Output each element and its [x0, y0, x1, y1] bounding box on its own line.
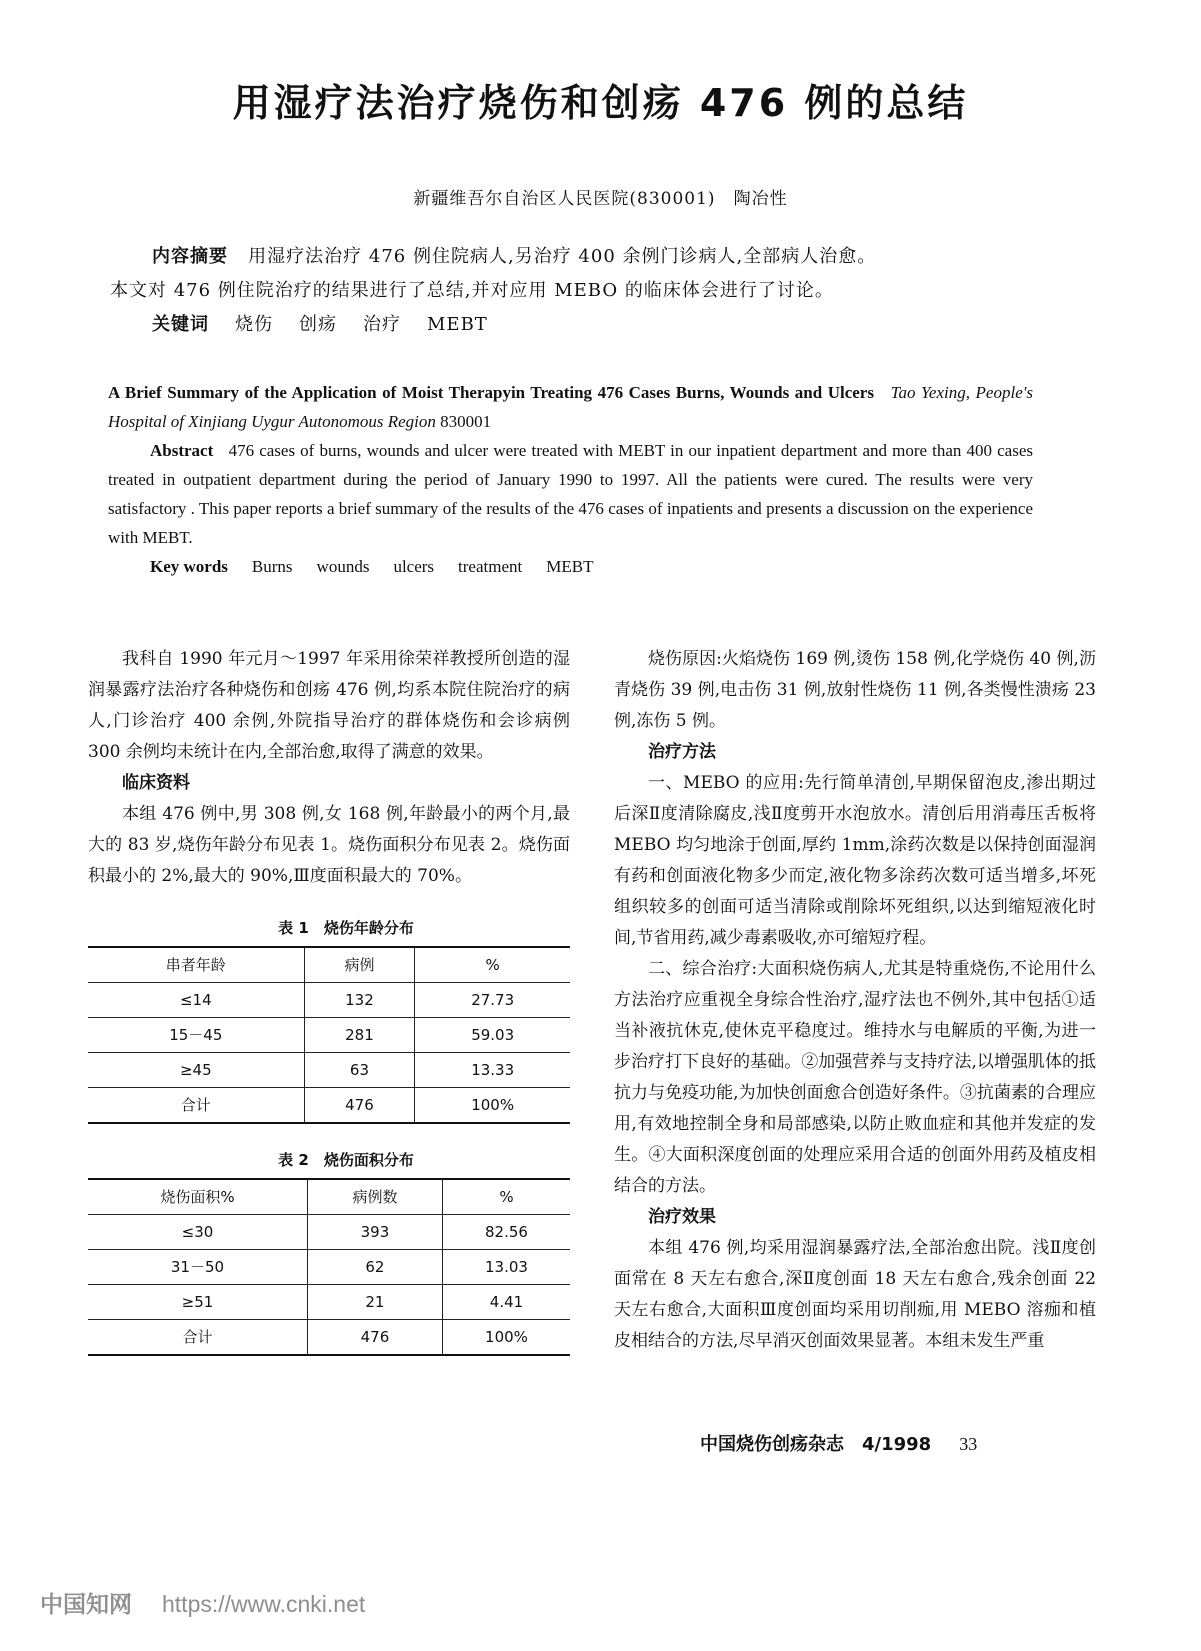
table-2-caption: 表 2 烧伤面积分布	[278, 1151, 414, 1169]
zh-abstract-text-1: 用湿疗法治疗 476 例住院病人,另治疗 400 余例门诊病人,全部病人治愈。	[248, 246, 877, 267]
table-header-row	[88, 1179, 570, 1215]
table-cell: ≥51	[88, 1285, 307, 1320]
en-abstract-body	[108, 436, 1033, 552]
table-cell: 63	[304, 1053, 415, 1088]
table-cell: 合计	[88, 1320, 307, 1356]
table-header-cell: 病例数	[307, 1179, 442, 1215]
combined-treatment-paragraph: 二、综合治疗:大面积烧伤病人,尤其是特重烧伤,不论用什么方法治疗应重视全身综合性治疗,湿疗法也不例外,其中包括①适当补液抗休克,使休克平稳度过。维持水与电解质的平衡,为进一步治疗打下良好的基础。②加强营养与支持疗法,以增强肌体的抵抗力与免疫功能,为加快创面愈合创造好条件。③抗菌素的合理应用,有效地控制全身和局部感染,以防止败血症和其他并发症的发生。④大面积深度创面的处理应采用合适的创面外用药及植皮相结合的方法。	[614, 959, 1096, 1196]
en-keywords-label: Key words	[150, 557, 228, 576]
section-heading-treatment-method: 治疗方法	[648, 742, 716, 762]
table-cell: 15－45	[88, 1018, 304, 1053]
en-keyword: wounds	[316, 557, 370, 576]
table-cell: 100%	[442, 1320, 570, 1356]
table-cell: 100%	[415, 1088, 570, 1124]
table-header-cell: 烧伤面积%	[88, 1179, 307, 1215]
cnki-watermark	[40, 1586, 365, 1619]
left-column	[88, 644, 570, 1356]
english-abstract	[108, 378, 1033, 581]
table-2-area-distribution	[88, 1178, 570, 1356]
table-cell: 62	[307, 1250, 442, 1285]
right-column	[614, 644, 1096, 1357]
chinese-abstract	[110, 240, 1030, 342]
zh-keyword: MEBT	[427, 314, 488, 335]
en-keyword: Burns	[251, 557, 293, 576]
cnki-url: https://www.cnki.net	[162, 1591, 366, 1617]
table-cell: 13.03	[442, 1250, 570, 1285]
journal-name: 中国烧伤创疡杂志 4/1998	[700, 1434, 932, 1455]
table-row	[88, 1018, 570, 1053]
table-header-cell: %	[415, 947, 570, 983]
zh-abstract-line-1	[110, 240, 1030, 274]
journal-footer	[700, 1430, 977, 1456]
clinical-data-paragraph: 本组 476 例中,男 308 例,女 168 例,年龄最小的两个月,最大的 83 岁,烧伤年龄分布见表 1。烧伤面积分布见表 2。烧伤面积最小的 2%,最大的 90%,Ⅲ度面积最大的 70%。	[88, 804, 570, 886]
intro-paragraph: 我科自 1990 年元月～1997 年采用徐荣祥教授所创造的湿润暴露疗法治疗各种烧伤和创疡 476 例,均系本院住院治疗的病人,门诊治疗 400 余例,外院指导治疗的群体烧伤和会诊病例 300 余例均未统计在内,全部治愈,取得了满意的效果。	[88, 649, 570, 762]
table-cell: 21	[307, 1285, 442, 1320]
table-row	[88, 1250, 570, 1285]
mebo-application-paragraph: 一、MEBO 的应用:先行简单清创,早期保留泡皮,渗出期过后深Ⅱ度清除腐皮,浅Ⅱ度剪开水泡放水。清创后用消毒压舌板将 MEBO 均匀地涂于创面,厚约 1mm,涂药次数是以保持创面湿润有药和创面液化物多少而定,液化物多涂药次数可适当增多,坏死组织较多的创面可适当清除或削除坏死组织,以达到缩短液化时间,节省用药,减少毒素吸收,亦可缩短疗程。	[614, 773, 1096, 948]
author-affiliation: 新疆维吾尔自治区人民医院(830001) 陶冶性	[413, 189, 788, 209]
table-cell: 281	[304, 1018, 415, 1053]
en-title: A Brief Summary of the Application of Moist Therapyin Treating 476 Cases Burns, Wounds and Ulcers	[108, 383, 874, 402]
article-title: 用湿疗法治疗烧伤和创疡 476 例的总结	[232, 81, 969, 125]
zh-abstract-text-2: 本文对 476 例住院治疗的结果进行了总结,并对应用 MEBO 的临床体会进行了讨论。	[110, 280, 834, 301]
table-row	[88, 1215, 570, 1250]
en-postcode: 830001	[440, 412, 492, 431]
zh-keyword: 烧伤	[235, 314, 273, 335]
burn-causes-paragraph: 烧伤原因:火焰烧伤 169 例,烫伤 158 例,化学烧伤 40 例,沥青烧伤 39 例,电击伤 31 例,放射性烧伤 11 例,各类慢性溃疡 23 例,冻伤 5 例。	[614, 649, 1096, 731]
cnki-logo: 中国知网	[40, 1591, 132, 1617]
zh-keywords	[110, 308, 1030, 342]
table-cell: ≤30	[88, 1215, 307, 1250]
table-header-cell: 病例	[304, 947, 415, 983]
table-1-caption: 表 1 烧伤年龄分布	[278, 919, 414, 937]
table-cell: 132	[304, 983, 415, 1018]
en-abstract-label: Abstract	[150, 441, 214, 460]
section-heading-clinical-data: 临床资料	[122, 773, 190, 793]
table-cell: 476	[304, 1088, 415, 1124]
table-cell: 27.73	[415, 983, 570, 1018]
page-number: 33	[959, 1434, 978, 1454]
table-cell: 4.41	[442, 1285, 570, 1320]
table-cell: ≥45	[88, 1053, 304, 1088]
table-row	[88, 1285, 570, 1320]
table-1-age-distribution	[88, 946, 570, 1124]
table-cell: 476	[307, 1320, 442, 1356]
table-cell: ≤14	[88, 983, 304, 1018]
section-heading-treatment-results: 治疗效果	[648, 1207, 716, 1227]
table-cell: 393	[307, 1215, 442, 1250]
table-row	[88, 1088, 570, 1124]
en-author: Tao Yexing, People's Hospital of Xinjiang Uygur Autonomous Region	[108, 383, 1033, 431]
en-keywords	[108, 552, 1033, 581]
en-abstract-text: 476 cases of burns, wounds and ulcer were treated with MEBT in our inpatient department and more than 400 cases treated in outpatient department during the period of January 1990 to 1997. All the patients were cured. The results were very satisfactory . This paper reports a brief summary of the results of the 476 cases of inpatients and presents a discussion on the experience with MEBT.	[108, 441, 1033, 547]
en-keyword: ulcers	[393, 557, 435, 576]
table-cell: 合计	[88, 1088, 304, 1124]
zh-keyword: 治疗	[363, 314, 401, 335]
table-header-cell: 串者年龄	[88, 947, 304, 983]
zh-abstract-label: 内容摘要	[152, 246, 228, 267]
treatment-results-paragraph: 本组 476 例,均采用湿润暴露疗法,全部治愈出院。浅Ⅱ度创面常在 8 天左右愈合,深Ⅱ度创面 18 天左右愈合,残余创面 22 天左右愈合,大面积Ⅲ度创面均采用切削痂,用 MEBO 溶痂和植皮相结合的方法,尽早消灭创面效果显著。本组未发生严重	[614, 1238, 1096, 1351]
en-keyword: MEBT	[546, 557, 594, 576]
table-header-row	[88, 947, 570, 983]
en-keyword: treatment	[458, 557, 523, 576]
table-row	[88, 1053, 570, 1088]
table-header-cell: %	[442, 1179, 570, 1215]
table-row	[88, 983, 570, 1018]
table-cell: 13.33	[415, 1053, 570, 1088]
table-cell: 82.56	[442, 1215, 570, 1250]
en-heading	[108, 378, 1033, 436]
zh-keyword: 创疡	[299, 314, 337, 335]
table-cell: 31－50	[88, 1250, 307, 1285]
table-cell: 59.03	[415, 1018, 570, 1053]
table-row	[88, 1320, 570, 1356]
zh-keywords-label: 关键词	[152, 314, 209, 335]
